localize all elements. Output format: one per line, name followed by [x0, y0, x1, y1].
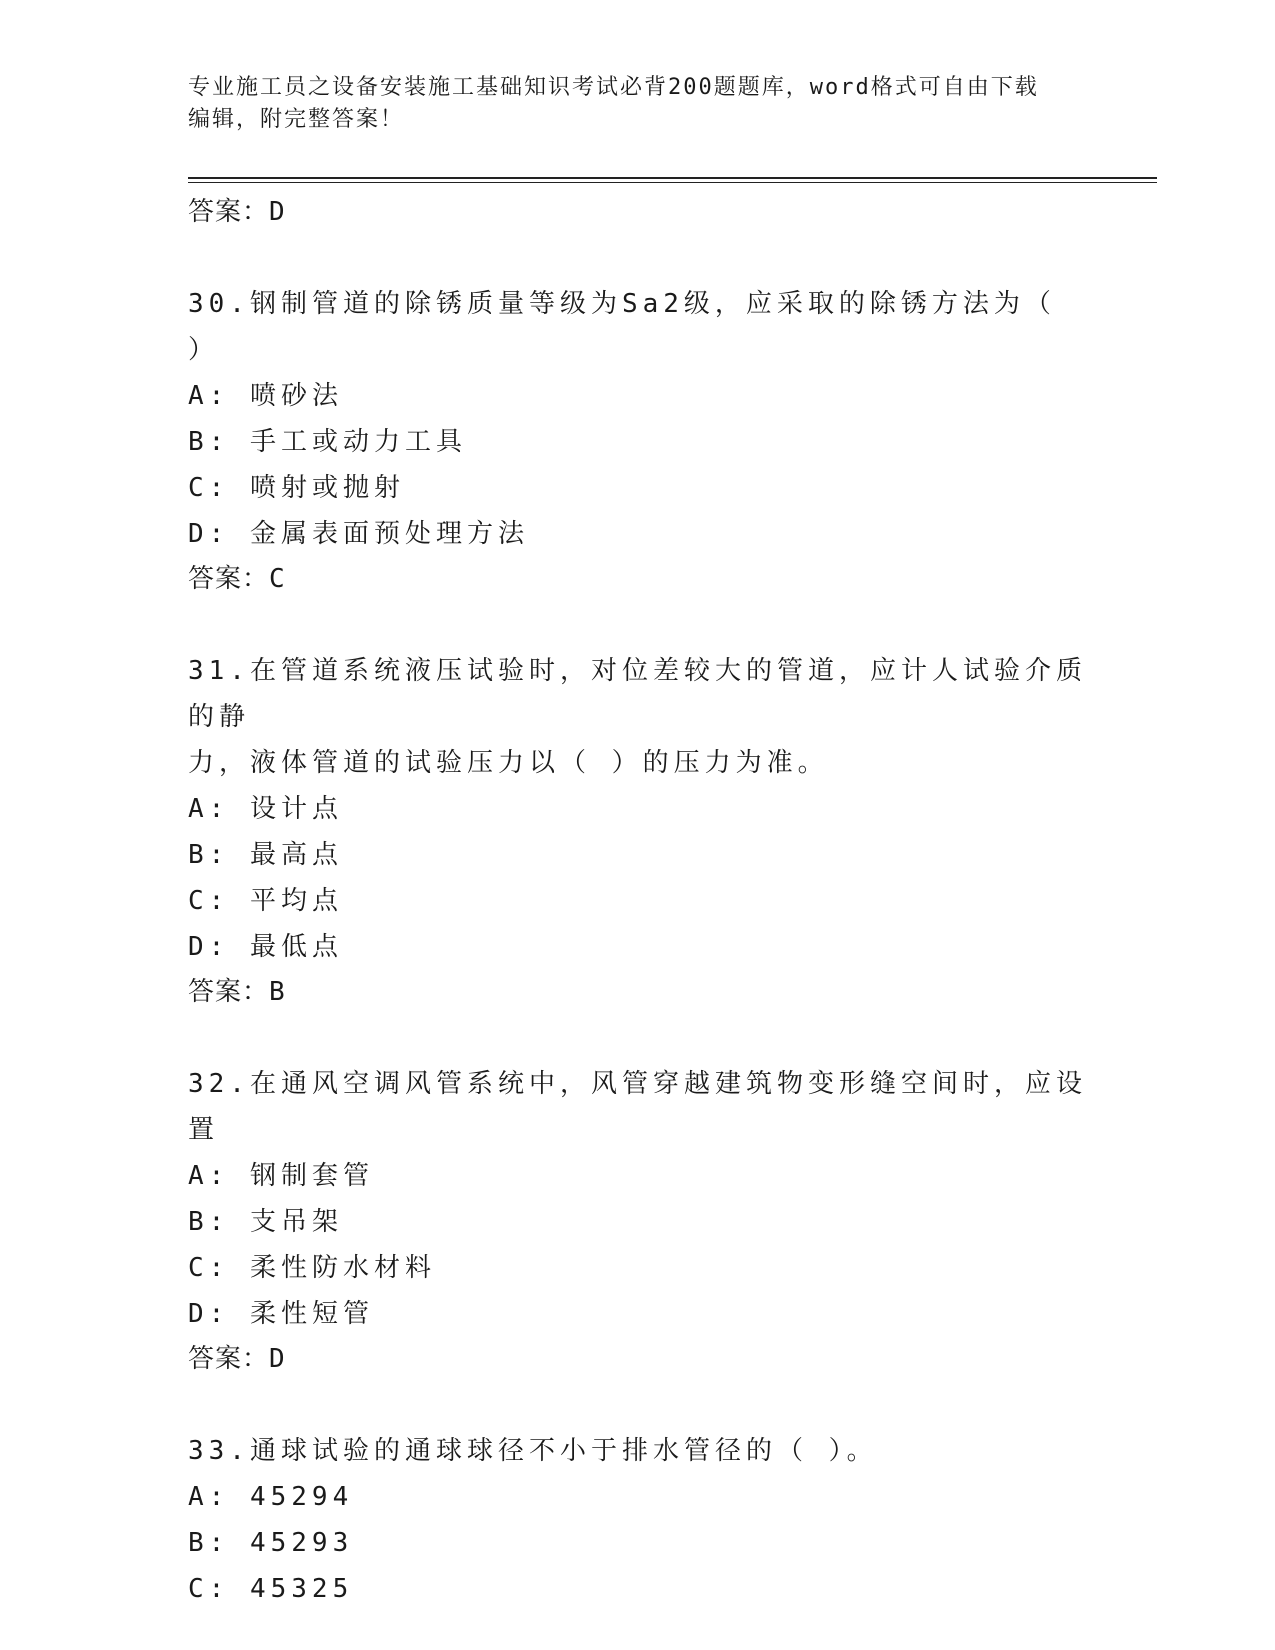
- option-b: B: 45293: [188, 1528, 354, 1558]
- spacer: [188, 234, 1088, 281]
- header-line-2: 编辑，附完整答案！: [188, 107, 405, 132]
- option-c: C: 喷射或抛射: [188, 473, 405, 503]
- answer-line: 答案：C: [188, 564, 286, 594]
- document-header: [188, 72, 1088, 136]
- question-block-33: [188, 1428, 1088, 1612]
- answer-line: 答案：B: [188, 977, 286, 1007]
- option-d: D: 最低点: [188, 932, 343, 962]
- spacer: [188, 1014, 1088, 1061]
- option-c: C: 平均点: [188, 886, 343, 916]
- option-d: D: 金属表面预处理方法: [188, 519, 529, 549]
- header-line-1: 专业施工员之设备安装施工基础知识考试必背200题题库，word格式可自由下载: [188, 75, 1039, 100]
- option-a: A: 钢制套管: [188, 1161, 374, 1191]
- question-block-31: [188, 648, 1088, 1014]
- option-d: D: 柔性短管: [188, 1299, 374, 1329]
- question-text: 32.在通风空调风管系统中，风管穿越建筑物变形缝空间时，应设置: [188, 1069, 1087, 1145]
- question-text: 33.通球试验的通球球径不小于排水管径的（ ）。: [188, 1436, 878, 1466]
- option-a: A: 45294: [188, 1482, 354, 1512]
- option-c: C: 45325: [188, 1574, 354, 1604]
- option-b: B: 支吊架: [188, 1207, 343, 1237]
- question-block-30: [188, 281, 1088, 601]
- option-c: C: 柔性防水材料: [188, 1253, 436, 1283]
- question-text: 30.钢制管道的除锈质量等级为Sa2级，应采取的除锈方法为（ ）: [188, 289, 1056, 365]
- spacer: [188, 1381, 1088, 1428]
- option-b: B: 最高点: [188, 840, 343, 870]
- option-a: A: 喷砂法: [188, 381, 343, 411]
- question-block-32: [188, 1061, 1088, 1381]
- header-divider-thin: [188, 182, 1157, 183]
- question-text-line-1: 31.在管道系统液压试验时，对位差较大的管道，应计人试验介质的静: [188, 656, 1087, 732]
- option-b: B: 手工或动力工具: [188, 427, 467, 457]
- answer-line: 答案：D: [188, 197, 286, 227]
- option-a: A: 设计点: [188, 794, 343, 824]
- answer-line: 答案：D: [188, 1344, 286, 1374]
- header-divider-thick: [188, 177, 1157, 179]
- spacer: [188, 601, 1088, 648]
- question-text-line-2: 力，液体管道的试验压力以（ ）的压力为准。: [188, 748, 829, 778]
- question-content: [188, 190, 1088, 1612]
